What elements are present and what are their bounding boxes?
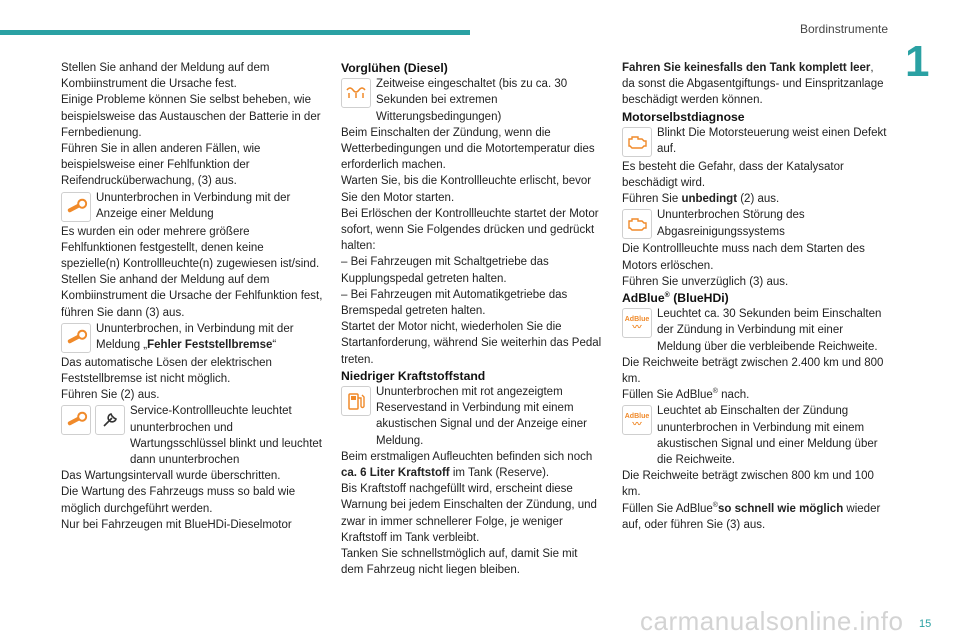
- engine-icon: [622, 127, 652, 157]
- column-3: [622, 60, 887, 533]
- paragraph: Das automatische Lösen der elektrischen Feststellbremse ist nicht möglich.: [61, 356, 272, 386]
- entry-text: Ununterbrochen in Verbindung mit der Anzeige einer Meldung: [96, 191, 291, 220]
- paragraph: – Bei Fahrzeugen mit Automatikgetriebe das Bremspedal getreten halten.: [341, 288, 568, 318]
- column-2: [341, 60, 603, 579]
- entry-text: Ununterbrochen Störung des Abgasreinigungssystems: [657, 209, 805, 238]
- warning-entry: [341, 384, 603, 449]
- paragraph: Nur bei Fahrzeugen mit BlueHDi-Dieselmotor: [61, 518, 292, 531]
- paragraph: Die Wartung des Fahrzeugs muss so bald wie möglich durchgeführt werden.: [61, 486, 296, 515]
- paragraph: Startet der Motor nicht, wiederholen Sie die Startanforderung, während Sie weiterhin das Pedal treten.: [341, 321, 602, 366]
- warning-entry: [61, 190, 323, 224]
- chapter-number: 1: [905, 37, 930, 86]
- paragraph: Die Kontrollleuchte muss nach dem Starten des Motors erlöschen.: [622, 243, 865, 272]
- entry-text: Zeitweise eingeschaltet (bis zu ca. 30 Sekunden bei extremen Witterungsbedingungen): [376, 78, 568, 123]
- entry-text: Leuchtet ab Einschalten der Zündung ununterbrochen in Verbindung mit einem akustischen Signal und einer Meldung über die Reichweite.: [657, 405, 878, 467]
- column-1: [61, 60, 323, 533]
- engine-icon: [622, 209, 652, 239]
- adblue-icon: AdBlue 〰: [622, 308, 652, 338]
- warning-entry: [622, 125, 887, 159]
- paragraph: Stellen Sie anhand der Meldung auf dem Kombiinstrument die Ursache der Fehlfunktion fest, führen Sie dann (3) aus.: [61, 274, 323, 319]
- paragraph: – Bei Fahrzeugen mit Schaltgetriebe das Kupplungspedal getreten halten.: [341, 256, 549, 285]
- paragraph: Stellen Sie anhand der Meldung auf dem Kombiinstrument die Ursache fest.: [61, 62, 270, 91]
- entry-text: Ununterbrochen mit rot angezeigtem Reservestand in Verbindung mit einem akustischen Signal und der Anzeige einer Meldung.: [376, 386, 587, 447]
- entry-text: Ununterbrochen, in Verbindung mit der Meldung „Fehler Feststellbremse“: [96, 322, 294, 352]
- section-title: Bordinstrumente: [800, 22, 889, 36]
- paragraph: Es besteht die Gefahr, dass der Katalysator beschädigt wird.: [622, 160, 844, 190]
- warning-entry: [61, 321, 323, 355]
- subheading: AdBlue® (BlueHDi): [622, 291, 729, 306]
- paragraph: Tanken Sie schnellstmöglich auf, damit Sie mit dem Fahrzeug nicht liegen bleiben.: [341, 548, 578, 577]
- paragraph: Führen Sie in allen anderen Fällen, wie beispielsweise einer Fehlfunktion der Reifendrucküberwachung, (3) aus.: [61, 143, 261, 188]
- service-wrench-icon: [61, 323, 91, 353]
- entry-text: Service-Kontrollleuchte leuchtet ununterbrochen und Wartungsschlüssel blinkt und leuchtet dann ununterbrochen: [130, 405, 322, 467]
- spanner-icon: [95, 405, 125, 435]
- paragraph: Beim Einschalten der Zündung, wenn die Wetterbedingungen und die Motortemperatur dies erforderlich machen.: [341, 126, 595, 172]
- paragraph: Bei Erlöschen der Kontrollleuchte startet der Motor sofort, wenn Sie Folgendes drücken und gedrückt halten:: [341, 207, 599, 253]
- glow-plug-icon: [341, 78, 371, 108]
- subheading: Motorselbstdiagnose: [622, 109, 745, 124]
- adblue-icon: AdBlue 〰: [622, 405, 652, 435]
- paragraph: Füllen Sie AdBlue®so schnell wie möglich wieder auf, oder führen Sie (3) aus.: [622, 501, 881, 531]
- paragraph: Füllen Sie AdBlue® nach.: [622, 388, 750, 402]
- fuel-pump-icon: [341, 386, 371, 416]
- paragraph: Führen Sie unbedingt (2) aus.: [622, 193, 780, 206]
- subheading: Niedriger Kraftstoffstand: [341, 368, 486, 383]
- service-wrench-icon: [61, 192, 91, 222]
- entry-text: Blinkt Die Motorsteuerung weist einen Defekt auf.: [657, 126, 887, 156]
- warning-entry: [61, 403, 323, 468]
- paragraph: Einige Probleme können Sie selbst beheben, wie beispielsweise das Austauschen der Batterie in der Fernbedienung.: [61, 94, 321, 139]
- subheading: Vorglühen (Diesel): [341, 61, 448, 75]
- page-number: 15: [919, 618, 932, 630]
- service-wrench-icon: [61, 405, 91, 435]
- warning-entry: [622, 306, 887, 355]
- watermark: carmanualsonline.info: [640, 606, 904, 636]
- paragraph: Beim erstmaligen Aufleuchten befinden sich noch ca. 6 Liter Kraftstoff im Tank (Reserve).: [341, 450, 593, 480]
- header-accent-bar: [0, 30, 470, 35]
- paragraph: Die Reichweite beträgt zwischen 800 km und 100 km.: [622, 470, 874, 499]
- paragraph: Die Reichweite beträgt zwischen 2.400 km und 800 km.: [622, 356, 884, 386]
- paragraph: Es wurden ein oder mehrere größere Fehlfunktionen festgestellt, denen keine spezielle(n) Kontrollleuchte(n) zugewiesen ist/sind.: [61, 225, 320, 271]
- paragraph: Fahren Sie keinesfalls den Tank komplett leer, da sonst die Abgasentgiftungs- und Einspritzanlage beschädigt werden können.: [622, 62, 884, 107]
- warning-entry: [341, 76, 603, 125]
- paragraph: Bis Kraftstoff nachgefüllt wird, erscheint diese Warnung bei jedem Einschalten der Zündung, und zwar in immer schnellerer Folge, je weniger Kraftstoff im Tank verbleibt.: [341, 483, 597, 544]
- warning-entry: [622, 403, 887, 468]
- paragraph: Das Wartungsintervall wurde überschritten.: [61, 470, 281, 483]
- paragraph: Führen Sie (2) aus.: [61, 389, 160, 402]
- paragraph: Warten Sie, bis die Kontrollleuchte erlischt, bevor Sie den Motor starten.: [341, 175, 592, 204]
- warning-entry: [622, 207, 887, 241]
- entry-text: Leuchtet ca. 30 Sekunden beim Einschalten der Zündung in Verbindung mit einer Meldung über die verbleibende Reichweite.: [657, 308, 882, 353]
- paragraph: Führen Sie unverzüglich (3) aus.: [622, 275, 789, 288]
